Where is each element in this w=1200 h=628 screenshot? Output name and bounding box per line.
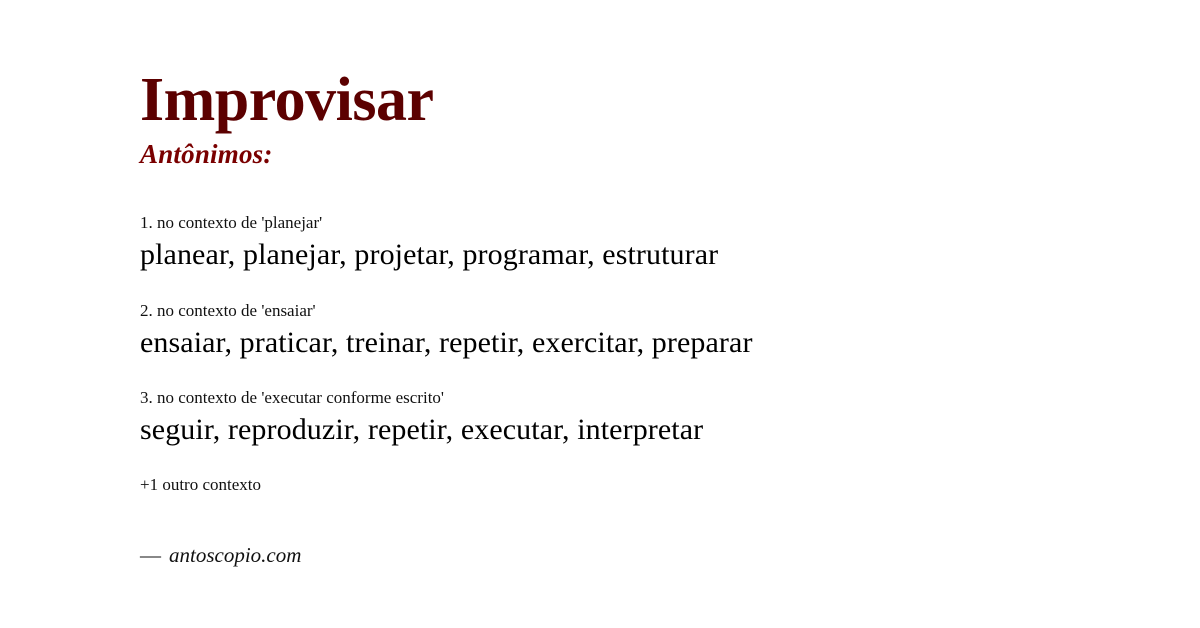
group-context-label: 3. no contexto de 'executar conforme escrito' (140, 388, 444, 408)
source-name: antoscopio.com (169, 542, 302, 567)
group-words: ensaiar, praticar, treinar, repetir, exercitar, preparar (140, 325, 753, 359)
antonym-group (140, 212, 1060, 274)
page-title: Improvisar (140, 66, 434, 134)
more-contexts-note: +1 outro contexto (140, 474, 262, 494)
antonym-groups (140, 212, 1060, 449)
antonym-group (140, 387, 1060, 449)
group-words: planear, planejar, projetar, programar, estruturar (140, 238, 719, 272)
group-words: seguir, reproduzir, repetir, executar, interpretar (140, 413, 704, 447)
source-attribution (140, 543, 1060, 568)
antonym-group (140, 300, 1060, 362)
em-dash: — (140, 542, 161, 567)
page-subtitle: Antônimos: (140, 139, 273, 170)
group-context-label: 1. no contexto de 'planejar' (140, 213, 323, 233)
group-context-label: 2. no contexto de 'ensaiar' (140, 300, 316, 320)
